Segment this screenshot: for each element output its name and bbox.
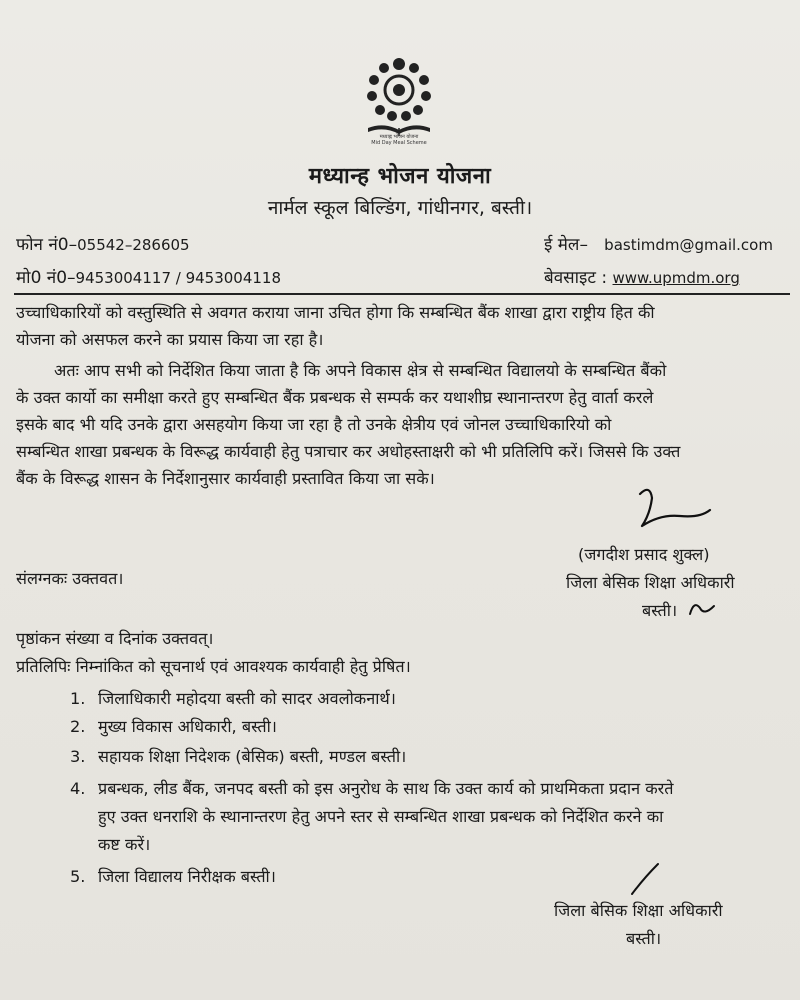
website-row (544, 265, 740, 288)
mobile-number: 9453004117 / 9453004118 (75, 269, 282, 287)
list-item-number: 1. (70, 689, 86, 708)
list-item-number: 2. (70, 717, 86, 736)
paragraph-line: सम्बन्धित शाखा प्रबन्धक के विरूद्ध कार्यवाही हेतु पत्राचार कर अधोहस्ताक्षरी को भी प्रतिलिपि करें। जिससे कि उक्त (16, 442, 681, 461)
list-item-text: सहायक शिक्षा निदेशक (बेसिक) बस्ती, मण्डल बस्ती। (98, 747, 407, 766)
copy-to-heading: प्रतिलिपिः निम्नांकित को सूचनार्थ एवं आवश्यक कार्यवाही हेतु प्रेषित। (16, 657, 411, 676)
signatory-name: (जगदीश प्रसाद शुक्ल) (578, 545, 710, 564)
list-item-text: जिला विद्यालय निरीक्षक बस्ती। (98, 867, 276, 886)
list-item-text: मुख्य विकास अधिकारी, बस्ती। (98, 717, 277, 736)
phone-label: फोन नं0– (16, 235, 78, 255)
paragraph-line: अतः आप सभी को निर्देशित किया जाता है कि अपने विकास क्षेत्र से सम्बन्धित विद्यालयो के सम्बन्धित बैंको (54, 361, 667, 380)
logo-caption-english: Mid Day Meal Scheme (371, 140, 427, 146)
signatory-place: बस्ती। (642, 601, 678, 620)
closing-place: बस्ती। (626, 929, 662, 948)
website-link[interactable]: www.upmdm.org (612, 269, 740, 287)
email-row (544, 232, 773, 255)
handwritten-initials (684, 594, 724, 624)
endorsement-ref: पृष्ठांकन संख्या व दिनांक उक्तवत्। (16, 629, 214, 648)
phone-number: 05542–286605 (77, 236, 190, 254)
email-label: ई मेल– (544, 235, 588, 255)
paragraph-1 (16, 299, 790, 353)
mobile-row (16, 265, 281, 288)
paragraph-line: के उक्त कार्यो का समीक्षा करते हुए सम्बन्धित बैंक प्रबन्धक से सम्पर्क कर यथाशीघ्र स्थानान्तरण हेतु वार्ता करले (16, 388, 654, 407)
phone-row (16, 232, 190, 255)
email-address: bastimdm@gmail.com (604, 236, 773, 254)
list-item-text: हुए उक्त धनराशि के स्थानान्तरण हेतु अपने स्तर से सम्बन्धित शाखा प्रबन्धक को निर्देशित करने का (98, 807, 664, 826)
list-item-number: 4. (70, 779, 86, 798)
website-label: बेवसाइट : (544, 268, 608, 288)
list-item-number: 5. (70, 867, 86, 886)
logo-caption-hindi: मध्याह्न भोजन योजना (379, 134, 419, 140)
signatory-designation: जिला बेसिक शिक्षा अधिकारी (566, 573, 735, 592)
page-title: मध्यान्ह भोजन योजना (308, 164, 492, 189)
header-divider (14, 293, 790, 295)
handwritten-signature-1 (610, 484, 720, 544)
paragraph-line: उच्चाधिकारियों को वस्तुस्थिति से अवगत कराया जाना उचित होगा कि सम्बन्धित बैंक शाखा द्वारा राष्ट्रीय हित की (16, 303, 655, 322)
mobile-label: मो0 नं0– (16, 268, 76, 288)
paragraph-line: बैंक के विरूद्ध शासन के निर्देशानुसार कार्यवाही प्रस्तावित किया जा सके। (16, 469, 435, 488)
paragraph-2 (16, 357, 790, 492)
paragraph-line: योजना को असफल करने का प्रयास किया जा रहा है। (16, 330, 324, 349)
office-address: नार्मल स्कूल बिल्डिंग, गांधीनगर, बस्ती। (267, 197, 533, 219)
logo-caption (346, 134, 452, 146)
handwritten-signature-2 (624, 860, 664, 900)
closing-designation: जिला बेसिक शिक्षा अधिकारी (554, 901, 723, 920)
list-item-text: जिलाधिकारी महोदया बस्ती को सादर अवलोकनार्थ। (98, 689, 396, 708)
list-item-number: 3. (70, 747, 86, 766)
enclosure-note: संलग्नकः उक्तवत। (16, 569, 124, 588)
paragraph-line: इसके बाद भी यदि उनके द्वारा असहयोग किया जा रहा है तो उनके क्षेत्रीय एवं जोनल उच्चाधिकारियो को (16, 415, 612, 434)
list-item-text: कष्ट करें। (98, 835, 151, 854)
list-item-text: प्रबन्धक, लीड बैंक, जनपद बस्ती को इस अनुरोध के साथ कि उक्त कार्य को प्राथमिकता प्रदान करते (98, 779, 674, 798)
